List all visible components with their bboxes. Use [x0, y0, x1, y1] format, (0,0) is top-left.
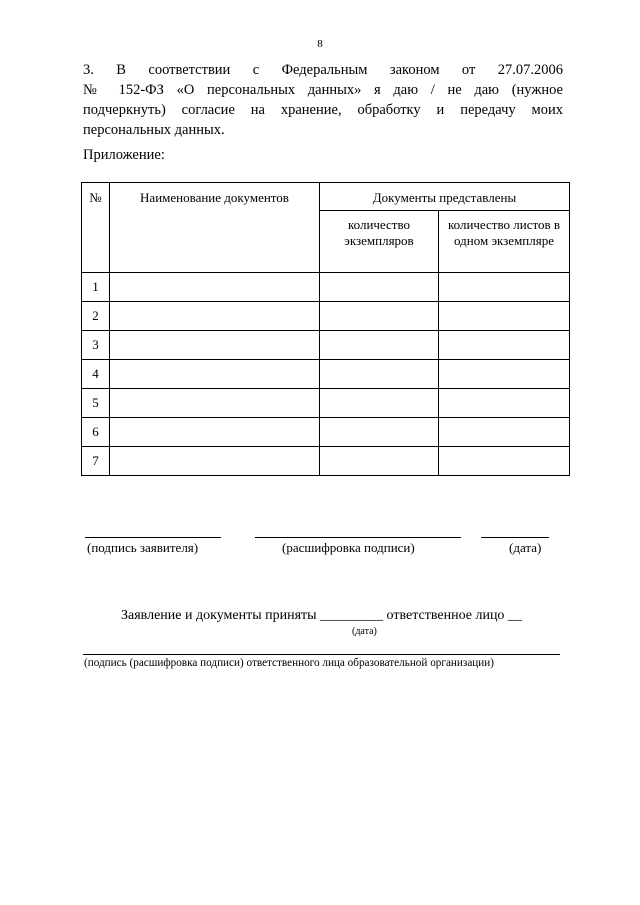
row-number: 7	[82, 447, 110, 476]
consent-line: 3. В соответствии с Федеральным законом от 27.07.2006	[83, 62, 563, 78]
documents-table	[81, 182, 570, 476]
header-number: №	[82, 183, 110, 273]
document-name-cell	[110, 331, 320, 360]
document-name-cell	[110, 447, 320, 476]
page-number: 8	[317, 38, 323, 50]
signature-decoding-caption: (расшифровка подписи)	[282, 540, 415, 555]
copies-cell	[320, 331, 439, 360]
document-name-cell	[110, 360, 320, 389]
row-number: 2	[82, 302, 110, 331]
copies-cell	[320, 273, 439, 302]
table-row	[82, 360, 570, 389]
table-row	[82, 447, 570, 476]
sheets-cell	[439, 273, 570, 302]
table-row	[82, 302, 570, 331]
row-number: 5	[82, 389, 110, 418]
consent-line: подчеркнуть) согласие на хранение, обработку и передачу моих	[83, 102, 563, 118]
sheets-cell	[439, 302, 570, 331]
copies-cell	[320, 360, 439, 389]
consent-line: персональных данных.	[83, 122, 225, 138]
date-caption: (дата)	[509, 540, 542, 555]
copies-cell	[320, 302, 439, 331]
applicant-signature-line	[85, 537, 221, 538]
row-number: 3	[82, 331, 110, 360]
header-sheets-count: количество листов в одном экземпляре	[439, 211, 570, 273]
sheets-cell	[439, 447, 570, 476]
consent-paragraph	[83, 60, 563, 140]
responsible-person-signature-line	[83, 654, 560, 655]
header-documents-submitted: Документы представлены	[320, 183, 570, 211]
copies-cell	[320, 418, 439, 447]
table-row	[82, 418, 570, 447]
acceptance-statement: Заявление и документы приняты _________ ответственное лицо __	[121, 608, 522, 623]
header-document-name: Наименование документов	[110, 183, 320, 273]
document-name-cell	[110, 302, 320, 331]
copies-cell	[320, 447, 439, 476]
applicant-signature-caption: (подпись заявителя)	[87, 540, 199, 555]
table-row	[82, 389, 570, 418]
sheets-cell	[439, 418, 570, 447]
row-number: 4	[82, 360, 110, 389]
consent-line: № 152-ФЗ «О персональных данных» я даю / не даю (нужное	[83, 82, 563, 98]
document-name-cell	[110, 389, 320, 418]
document-name-cell	[110, 418, 320, 447]
sheets-cell	[439, 331, 570, 360]
row-number: 6	[82, 418, 110, 447]
appendix-label: Приложение:	[83, 147, 165, 163]
responsible-person-caption: (подпись (расшифровка подписи) ответственного лица образовательной организации)	[84, 657, 494, 669]
sheets-cell	[439, 360, 570, 389]
signature-decoding-line	[255, 537, 461, 538]
row-number: 1	[82, 273, 110, 302]
table-row	[82, 331, 570, 360]
document-name-cell	[110, 273, 320, 302]
copies-cell	[320, 389, 439, 418]
date-line	[481, 537, 549, 538]
table-row	[82, 273, 570, 302]
acceptance-date-caption: (дата)	[352, 626, 377, 637]
header-copies-count: количество экземпляров	[320, 211, 439, 273]
sheets-cell	[439, 389, 570, 418]
